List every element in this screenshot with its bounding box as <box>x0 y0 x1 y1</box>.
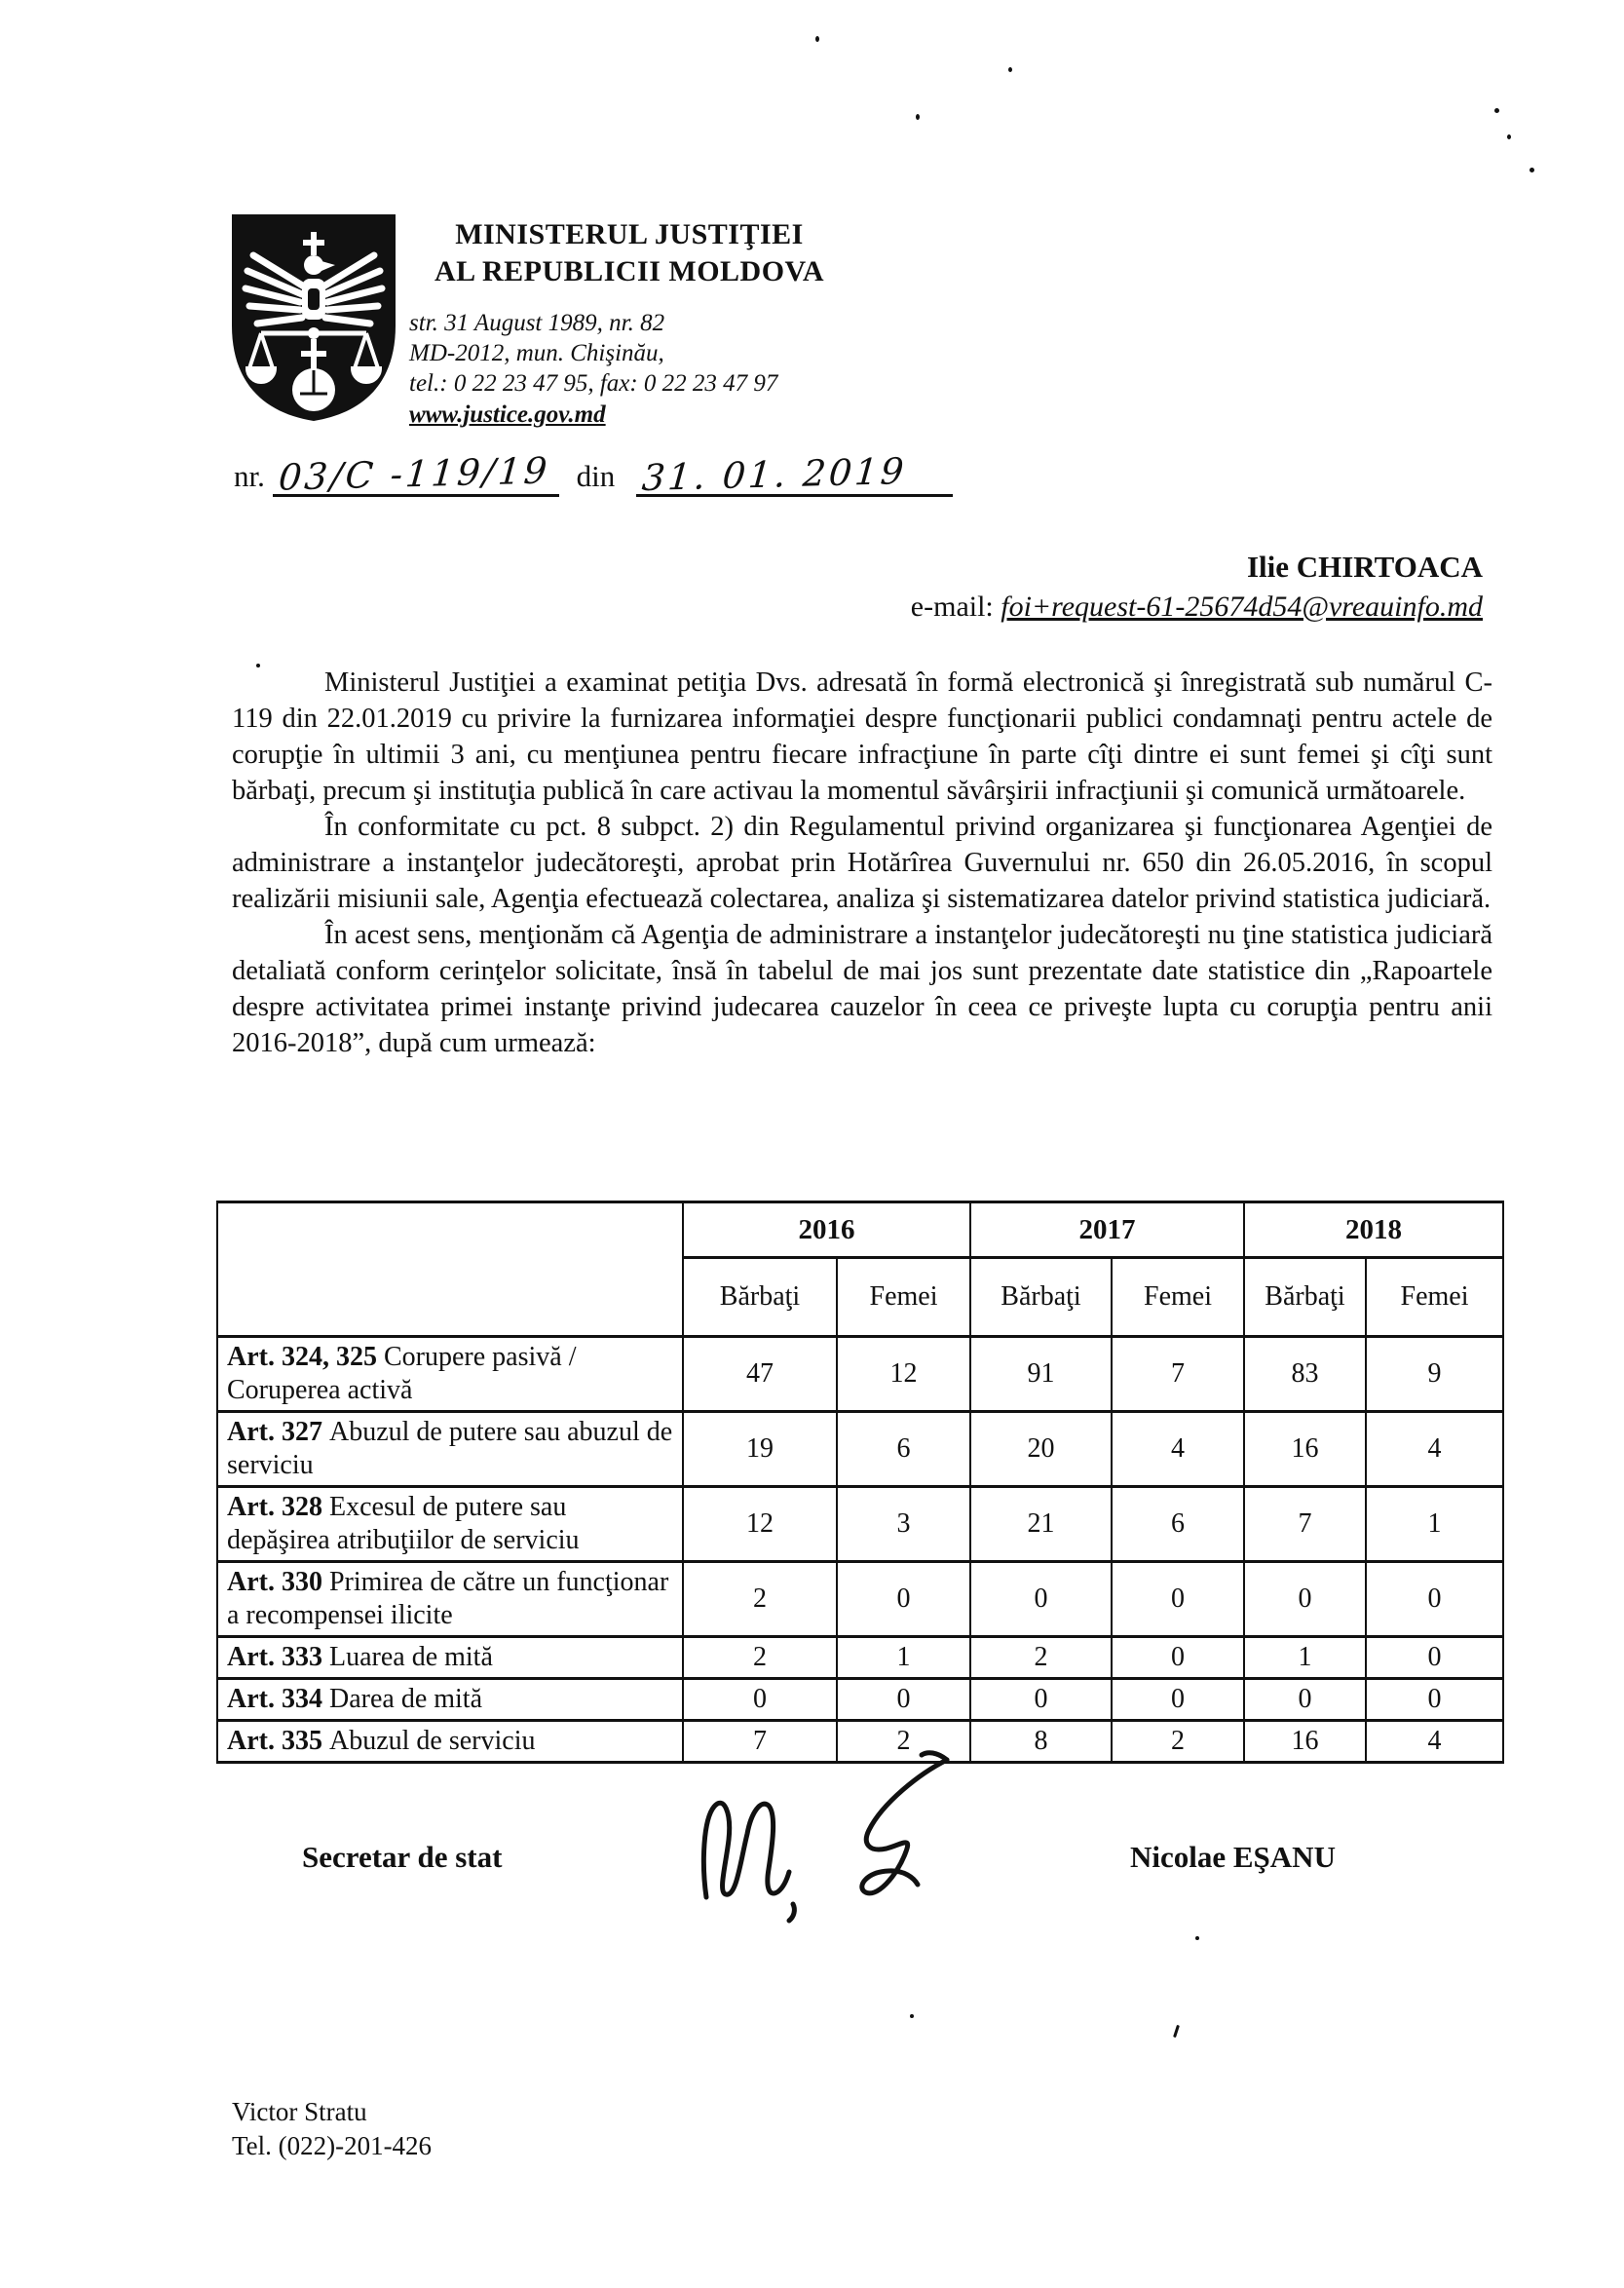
addressee-name: Ilie CHIRTOACA <box>1246 550 1483 584</box>
value-cell: 0 <box>1112 1679 1244 1721</box>
value-cell: 0 <box>837 1562 970 1637</box>
table-row <box>217 1562 1503 1637</box>
address-city: MD-2012, mun. Chişinău, <box>409 340 664 366</box>
value-cell: 20 <box>970 1412 1112 1487</box>
article-label-cell: Art. 324, 325 Corupere pasivă / Coruperea activă <box>217 1337 683 1412</box>
value-cell: 21 <box>970 1487 1112 1562</box>
signatory-name: Nicolae EŞANU <box>1130 1840 1336 1874</box>
table-year-header-row <box>217 1202 1503 1258</box>
reference-prefix: nr. <box>234 459 265 493</box>
email-label: e-mail: <box>910 591 994 623</box>
value-cell: 1 <box>1366 1487 1503 1562</box>
article-label-cell: Art. 335 Abuzul de serviciu <box>217 1721 683 1763</box>
scan-speck <box>1530 168 1534 172</box>
article-label-cell: Art. 328 Excesul de putere sau depăşirea atribuţiilor de serviciu <box>217 1487 683 1562</box>
ministry-address <box>409 308 994 430</box>
value-cell: 19 <box>683 1412 837 1487</box>
value-cell: 0 <box>837 1679 970 1721</box>
value-cell: 0 <box>1112 1562 1244 1637</box>
addressee-email: foi+request-61-25674d54@vreauinfo.md <box>1001 591 1483 623</box>
scan-speck <box>815 36 819 42</box>
paragraph-3: În acest sens, menţionăm că Agenţia de administrare a instanţelor judecătoreşti nu ţine statistica judiciară detaliată conform cerinţelor solicitate, însă în tabelul de mai jos sunt prezentate date statistice din „Rapoartele despre activitatea primei instanţe privind judecarea cauzelor în ceea ce priveşte lupta cu corupţia pentru anii 2016-2018”, după cum urmează: <box>232 920 1492 1058</box>
subheader-women-2018: Femei <box>1366 1258 1503 1337</box>
table-row <box>217 1412 1503 1487</box>
table-row <box>217 1487 1503 1562</box>
value-cell: 91 <box>970 1337 1112 1412</box>
table-row <box>217 1637 1503 1679</box>
value-cell: 8 <box>970 1721 1112 1763</box>
value-cell: 2 <box>683 1637 837 1679</box>
subheader-men-2016: Bărbaţi <box>683 1258 837 1337</box>
table-corner-cell <box>217 1202 683 1337</box>
value-cell: 0 <box>1244 1562 1366 1637</box>
addressee-block <box>911 548 1483 628</box>
paragraph-1: Ministerul Justiţiei a examinat petiţia Dvs. adresată în formă electronică şi înregistrată sub numărul C-119 din 22.01.2019 cu privire la furnizarea informaţiei despre funcţionarii publici condamnaţi pentru actele de corupţie în ultimii 3 ani, cu menţiunea pentru fiecare infracţiune în parte cîţi dintre ei sunt femei şi cîţi sunt bărbaţi, precum şi instituţia publică în care activau la momentul săvârşirii infracţiunii şi comunică următoarele. <box>232 667 1492 806</box>
scan-speck <box>1507 134 1511 139</box>
value-cell: 7 <box>683 1721 837 1763</box>
value-cell: 4 <box>1112 1412 1244 1487</box>
value-cell: 7 <box>1244 1487 1366 1562</box>
subheader-men-2017: Bărbaţi <box>970 1258 1112 1337</box>
ministry-title-line1: MINISTERUL JUSTIŢIEI <box>455 218 804 250</box>
value-cell: 47 <box>683 1337 837 1412</box>
ministry-website-link: www.justice.gov.md <box>409 401 606 428</box>
value-cell: 16 <box>1244 1721 1366 1763</box>
value-cell: 4 <box>1366 1412 1503 1487</box>
scan-speck <box>910 2014 914 2018</box>
contact-name: Victor Stratu <box>232 2097 367 2126</box>
year-header-2018: 2018 <box>1244 1202 1503 1258</box>
value-cell: 6 <box>837 1412 970 1487</box>
reference-date-underline <box>636 449 953 500</box>
value-cell: 0 <box>1244 1679 1366 1721</box>
value-cell: 9 <box>1366 1337 1503 1412</box>
reference-number-handwritten: 03/C -119/19 <box>277 449 551 499</box>
value-cell: 2 <box>1112 1721 1244 1763</box>
value-cell: 0 <box>970 1679 1112 1721</box>
ministry-title-line2: AL REPUBLICII MOLDOVA <box>434 255 825 287</box>
subheader-women-2016: Femei <box>837 1258 970 1337</box>
statistics-table <box>216 1201 1504 1764</box>
year-header-2017: 2017 <box>970 1202 1244 1258</box>
contact-phone: Tel. (022)-201-426 <box>232 2131 433 2160</box>
value-cell: 0 <box>1366 1637 1503 1679</box>
reference-date-handwritten: 31. 01. 2019 <box>640 449 909 500</box>
value-cell: 6 <box>1112 1487 1244 1562</box>
value-cell: 83 <box>1244 1337 1366 1412</box>
value-cell: 2 <box>683 1562 837 1637</box>
footer-contact <box>232 2095 432 2163</box>
subheader-women-2017: Femei <box>1112 1258 1244 1337</box>
scan-speck <box>916 114 920 120</box>
address-street: str. 31 August 1989, nr. 82 <box>409 310 665 336</box>
value-cell: 12 <box>683 1487 837 1562</box>
table-row <box>217 1337 1503 1412</box>
table-row <box>217 1679 1503 1721</box>
handwritten-signature <box>682 1746 974 1931</box>
value-cell: 16 <box>1244 1412 1366 1487</box>
article-label-cell: Art. 333 Luarea de mită <box>217 1637 683 1679</box>
value-cell: 0 <box>1366 1562 1503 1637</box>
reference-line <box>234 449 953 500</box>
article-label-cell: Art. 334 Darea de mită <box>217 1679 683 1721</box>
addressee-email-line <box>911 587 1483 628</box>
article-label-cell: Art. 327 Abuzul de putere sau abuzul de serviciu <box>217 1412 683 1487</box>
scan-speck <box>1008 67 1012 72</box>
signatory-title: Secretar de stat <box>302 1840 503 1874</box>
value-cell: 7 <box>1112 1337 1244 1412</box>
value-cell: 3 <box>837 1487 970 1562</box>
value-cell: 12 <box>837 1337 970 1412</box>
value-cell: 0 <box>683 1679 837 1721</box>
value-cell: 2 <box>970 1637 1112 1679</box>
reference-separator: din <box>576 459 616 493</box>
scan-speck <box>256 664 260 667</box>
year-header-2016: 2016 <box>683 1202 970 1258</box>
value-cell: 4 <box>1366 1721 1503 1763</box>
letter-body <box>232 665 1492 1061</box>
ministry-coat-of-arms-icon <box>228 210 399 425</box>
scan-speck <box>1494 108 1499 113</box>
value-cell: 0 <box>970 1562 1112 1637</box>
ministry-title <box>409 216 850 290</box>
scan-speck <box>1173 2025 1180 2038</box>
value-cell: 1 <box>1244 1637 1366 1679</box>
value-cell: 0 <box>1112 1637 1244 1679</box>
address-phone-fax: tel.: 0 22 23 47 95, fax: 0 22 23 47 97 <box>409 370 778 397</box>
reference-number-underline <box>273 449 559 499</box>
scan-speck <box>1195 1936 1199 1940</box>
paragraph-2: În conformitate cu pct. 8 subpct. 2) din Regulamentul privind organizarea şi funcţionarea Agenţiei de administrare a instanţelor judecătoreşti, aprobat prin Hotărîrea Guvernului nr. 650 din 26.05.2016, în scopul realizării misiunii sale, Agenţia efectuează colectarea, analiza şi sistematizarea datelor privind statistica judiciară. <box>232 812 1492 914</box>
subheader-men-2018: Bărbaţi <box>1244 1258 1366 1337</box>
article-label-cell: Art. 330 Primirea de către un funcţionar a recompensei ilicite <box>217 1562 683 1637</box>
value-cell: 1 <box>837 1637 970 1679</box>
value-cell: 2 <box>837 1721 970 1763</box>
value-cell: 0 <box>1366 1679 1503 1721</box>
